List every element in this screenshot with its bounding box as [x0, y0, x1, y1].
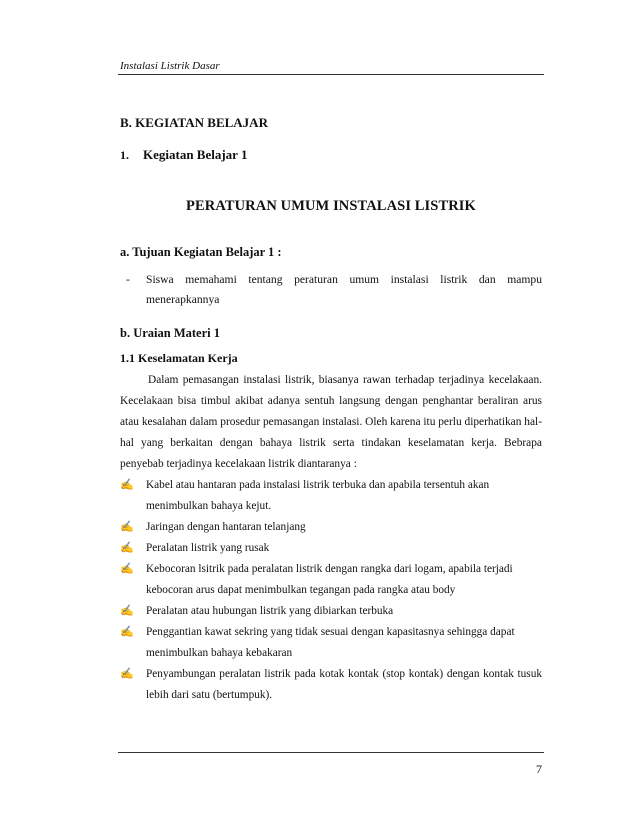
page-number: 7: [536, 762, 542, 776]
list-item: [120, 559, 542, 601]
list-item: [120, 664, 542, 706]
writing-hand-icon: ✍: [120, 542, 134, 554]
header-rule: [118, 74, 544, 75]
writing-hand-icon: ✍: [120, 479, 134, 491]
body-paragraph: Dalam pemasangan instalasi listrik, biasanya rawan terhadap terjadinya kecelakaan. Kecelakaan bisa timbul akibat adanya sentuh langsung dengan penghantar beraliran arus atau kesalahan dalam prosedur pemasangan instalasi. Oleh karena itu perlu diperhatikan hal-hal yang berkaitan dengan bahaya listrik serta tindakan keselamatan kerja. Bebrapa penyebab terjadinya kecelakaan listrik diantaranya :: [120, 374, 542, 470]
objective-text: Siswa memahami tentang peraturan umum instalasi listrik dan mampu menerapkannya: [146, 273, 542, 306]
activity-heading: [120, 147, 542, 163]
list-item: [120, 622, 542, 664]
footer-rule: [118, 752, 544, 753]
list-item: [120, 475, 542, 517]
objective-item: [120, 270, 542, 310]
list-item-text: Kabel atau hantaran pada instalasi listrik terbuka dan apabila tersentuh akan menimbulkan bahaya kejut.: [146, 479, 490, 512]
section-heading: B. KEGIATAN BELAJAR: [120, 115, 268, 130]
main-title: PERATURAN UMUM INSTALASI LISTRIK: [186, 198, 476, 214]
hazard-list: [120, 475, 542, 706]
dash-marker: -: [126, 273, 130, 286]
running-header: Instalasi Listrik Dasar: [120, 60, 220, 72]
list-item: [120, 517, 542, 538]
list-item-text: Penggantian kawat sekring yang tidak sesuai dengan kapasitasnya sehingga dapat menimbulkan bahaya kebakaran: [146, 626, 515, 659]
activity-title: Kegiatan Belajar 1: [143, 147, 248, 162]
activity-number: 1.: [120, 148, 129, 162]
list-item-text: Peralatan listrik yang rusak: [146, 542, 270, 554]
writing-hand-icon: ✍: [120, 521, 134, 533]
writing-hand-icon: ✍: [120, 563, 134, 575]
list-item: [120, 538, 542, 559]
writing-hand-icon: ✍: [120, 605, 134, 617]
list-item-text: Penyambungan peralatan listrik pada kotak kontak (stop kontak) dengan kontak tusuk lebih dari satu (bertumpuk).: [146, 668, 542, 701]
list-item-text: Jaringan dengan hantaran telanjang: [146, 521, 306, 533]
writing-hand-icon: ✍: [120, 626, 134, 638]
list-item: [120, 601, 542, 622]
list-item-text: Peralatan atau hubungan listrik yang dibiarkan terbuka: [146, 605, 394, 617]
material-heading: b. Uraian Materi 1: [120, 326, 220, 340]
writing-hand-icon: ✍: [120, 668, 134, 680]
page-content: [120, 115, 542, 706]
list-item-text: Kebocoran lsitrik pada peralatan listrik dengan rangka dari logam, apabila terjadi kebocoran arus dapat menimbulkan tegangan pada rangka atau body: [146, 563, 513, 596]
subsection-heading: 1.1 Keselamatan Kerja: [120, 351, 238, 365]
objectives-heading: a. Tujuan Kegiatan Belajar 1 :: [120, 245, 282, 259]
